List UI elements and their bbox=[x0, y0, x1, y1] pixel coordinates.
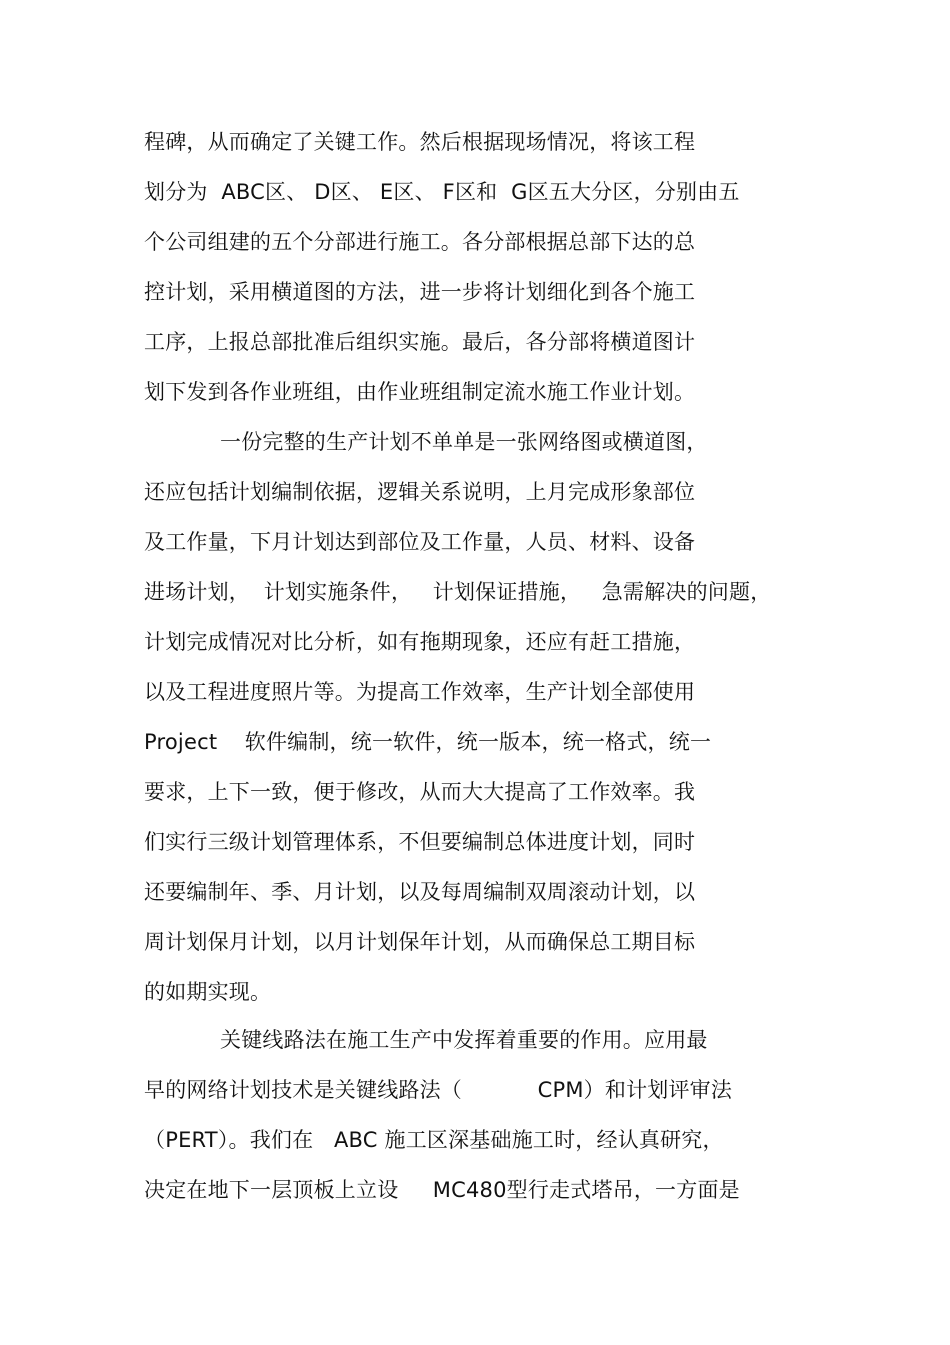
text-line: 要求，上下一致，便于修改，从而大大提高了工作效率。我 bbox=[144, 780, 696, 804]
text-line: 关键线路法在施工生产中发挥着重要的作用。应用最 bbox=[220, 1028, 708, 1052]
text-line: 以及工程进度照片等。为提高工作效率，生产计划全部使用 bbox=[144, 680, 696, 704]
text-line: 周计划保月计划，以月计划保年计划，从而确保总工期目标 bbox=[144, 930, 696, 954]
text-line: Project 软件编制，统一软件，统一版本，统一格式，统一 bbox=[144, 730, 712, 754]
text-line: 程碑，从而确定了关键工作。然后根据现场情况，将该工程 bbox=[144, 130, 696, 154]
text-line: 及工作量，下月计划达到部位及工作量，人员、材料、设备 bbox=[144, 530, 696, 554]
text-line: 划分为 ABC区、 D区、 E区、 F区和 G区五大分区，分别由五 bbox=[144, 180, 740, 204]
text-line: 的如期实现。 bbox=[144, 980, 272, 1004]
text-line: 决定在地下一层顶板上立设 MC480型行走式塔吊，一方面是 bbox=[144, 1178, 740, 1202]
text-line: 还要编制年、季、月计划，以及每周编制双周滚动计划，以 bbox=[144, 880, 696, 904]
text-line: 还应包括计划编制依据，逻辑关系说明，上月完成形象部位 bbox=[144, 480, 696, 504]
text-line: 个公司组建的五个分部进行施工。各分部根据总部下达的总 bbox=[144, 230, 696, 254]
text-line: 计划完成情况对比分析，如有拖期现象，还应有赶工措施， bbox=[144, 630, 696, 654]
text-line: 进场计划， 计划实施条件， 计划保证措施， 急需解决的问题， bbox=[144, 580, 772, 604]
text-line: 们实行三级计划管理体系，不但要编制总体进度计划，同时 bbox=[144, 830, 696, 854]
text-line: 工序，上报总部批准后组织实施。最后，各分部将横道图计 bbox=[144, 330, 696, 354]
text-line: 划下发到各作业班组，由作业班组制定流水施工作业计划。 bbox=[144, 380, 696, 404]
text-line: 一份完整的生产计划不单单是一张网络图或横道图， bbox=[220, 430, 708, 454]
text-line: 控计划，采用横道图的方法，进一步将计划细化到各个施工 bbox=[144, 280, 696, 304]
text-line: （PERT）。我们在 ABC 施工区深基础施工时，经认真研究， bbox=[144, 1128, 724, 1152]
text-line: 早的网络计划技术是关键线路法（ CPM）和计划评审法 bbox=[144, 1078, 733, 1102]
